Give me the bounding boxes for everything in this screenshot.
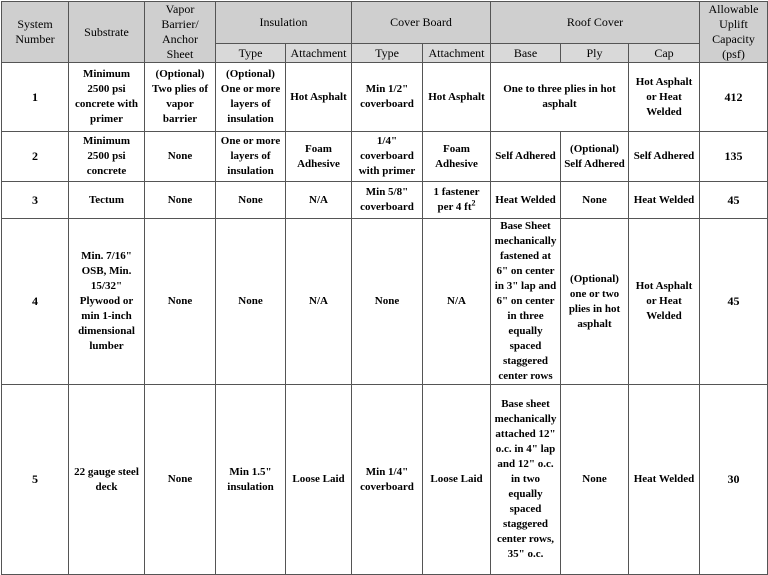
header-insulation: Insulation bbox=[216, 2, 352, 44]
insulation-attachment-cell: Loose Laid bbox=[286, 385, 352, 575]
coverboard-type-cell: None bbox=[352, 219, 423, 385]
table-row bbox=[2, 182, 768, 219]
substrate-cell: Tectum bbox=[69, 182, 145, 219]
table-row bbox=[2, 132, 768, 182]
insulation-attachment-cell: N/A bbox=[286, 182, 352, 219]
vapor-barrier-cell: None bbox=[145, 132, 216, 182]
cap-cell: Heat Welded bbox=[629, 385, 700, 575]
header-coverboard-attachment: Attachment bbox=[423, 44, 491, 63]
header-ply: Ply bbox=[561, 44, 629, 63]
table-row bbox=[2, 219, 768, 385]
coverboard-type-cell: Min 1/2" coverboard bbox=[352, 63, 423, 132]
header-cover-board: Cover Board bbox=[352, 2, 491, 44]
vapor-barrier-cell: None bbox=[145, 182, 216, 219]
base-cell: Base sheet mechanically attached 12" o.c. in 4" lap and 12" o.c. in two equally spaced staggered center rows, 35" o.c. bbox=[491, 385, 561, 575]
system-number-cell: 3 bbox=[2, 182, 69, 219]
vapor-barrier-cell: None bbox=[145, 219, 216, 385]
cap-cell: Hot Asphalt or Heat Welded bbox=[629, 219, 700, 385]
coverboard-attachment-cell: Hot Asphalt bbox=[423, 63, 491, 132]
substrate-cell: Minimum 2500 psi concrete bbox=[69, 132, 145, 182]
insulation-type-cell: One or more layers of insulation bbox=[216, 132, 286, 182]
coverboard-type-cell: 1/4" coverboard with primer bbox=[352, 132, 423, 182]
base-cell: Heat Welded bbox=[491, 182, 561, 219]
header-coverboard-type: Type bbox=[352, 44, 423, 63]
system-number-cell: 4 bbox=[2, 219, 69, 385]
base-cell: Base Sheet mechanically fastened at 6" on center in 3" lap and 6" on center in three equally spaced staggered center rows bbox=[491, 219, 561, 385]
header-vapor-barrier: Vapor Barrier/ Anchor Sheet bbox=[145, 2, 216, 63]
ply-cell: (Optional) Self Adhered bbox=[561, 132, 629, 182]
header-insulation-attachment: Attachment bbox=[286, 44, 352, 63]
cap-cell: Heat Welded bbox=[629, 182, 700, 219]
vapor-barrier-cell: None bbox=[145, 385, 216, 575]
uplift-cell: 45 bbox=[700, 182, 768, 219]
insulation-attachment-cell: Hot Asphalt bbox=[286, 63, 352, 132]
substrate-cell: Min. 7/16" OSB, Min. 15/32" Plywood or min 1-inch dimensional lumber bbox=[69, 219, 145, 385]
coverboard-type-cell: Min 5/8" coverboard bbox=[352, 182, 423, 219]
insulation-type-cell: Min 1.5" insulation bbox=[216, 385, 286, 575]
uplift-cell: 45 bbox=[700, 219, 768, 385]
base-ply-cell: One to three plies in hot asphalt bbox=[491, 63, 629, 132]
table-row bbox=[2, 385, 768, 575]
coverboard-type-cell: Min 1/4" coverboard bbox=[352, 385, 423, 575]
coverboard-attachment-text: 1 fastener per 4 ft bbox=[433, 186, 480, 213]
insulation-attachment-cell: Foam Adhesive bbox=[286, 132, 352, 182]
header-allowable-uplift: Allowable Uplift Capacity (psf) bbox=[700, 2, 768, 63]
coverboard-attachment-cell bbox=[423, 182, 491, 219]
insulation-type-cell: (Optional) One or more layers of insulation bbox=[216, 63, 286, 132]
insulation-type-cell: None bbox=[216, 219, 286, 385]
uplift-cell: 135 bbox=[700, 132, 768, 182]
system-number-cell: 2 bbox=[2, 132, 69, 182]
table-row bbox=[2, 63, 768, 132]
system-number-cell: 5 bbox=[2, 385, 69, 575]
coverboard-attachment-cell: N/A bbox=[423, 219, 491, 385]
header-system-number: System Number bbox=[2, 2, 69, 63]
cap-cell: Hot Asphalt or Heat Welded bbox=[629, 63, 700, 132]
ply-cell: None bbox=[561, 182, 629, 219]
uplift-cell: 30 bbox=[700, 385, 768, 575]
header-base: Base bbox=[491, 44, 561, 63]
ply-cell: None bbox=[561, 385, 629, 575]
base-cell: Self Adhered bbox=[491, 132, 561, 182]
ply-cell: (Optional) one or two plies in hot asphalt bbox=[561, 219, 629, 385]
uplift-cell: 412 bbox=[700, 63, 768, 132]
insulation-attachment-cell: N/A bbox=[286, 219, 352, 385]
coverboard-attachment-cell: Loose Laid bbox=[423, 385, 491, 575]
cap-cell: Self Adhered bbox=[629, 132, 700, 182]
header-roof-cover: Roof Cover bbox=[491, 2, 700, 44]
insulation-type-cell: None bbox=[216, 182, 286, 219]
substrate-cell: Minimum 2500 psi concrete with primer bbox=[69, 63, 145, 132]
substrate-cell: 22 gauge steel deck bbox=[69, 385, 145, 575]
system-number-cell: 1 bbox=[2, 63, 69, 132]
header-insulation-type: Type bbox=[216, 44, 286, 63]
roof-systems-table bbox=[1, 1, 768, 575]
squared-superscript: 2 bbox=[471, 198, 476, 208]
header-substrate: Substrate bbox=[69, 2, 145, 63]
vapor-barrier-cell: (Optional) Two plies of vapor barrier bbox=[145, 63, 216, 132]
coverboard-attachment-cell: Foam Adhesive bbox=[423, 132, 491, 182]
header-cap: Cap bbox=[629, 44, 700, 63]
